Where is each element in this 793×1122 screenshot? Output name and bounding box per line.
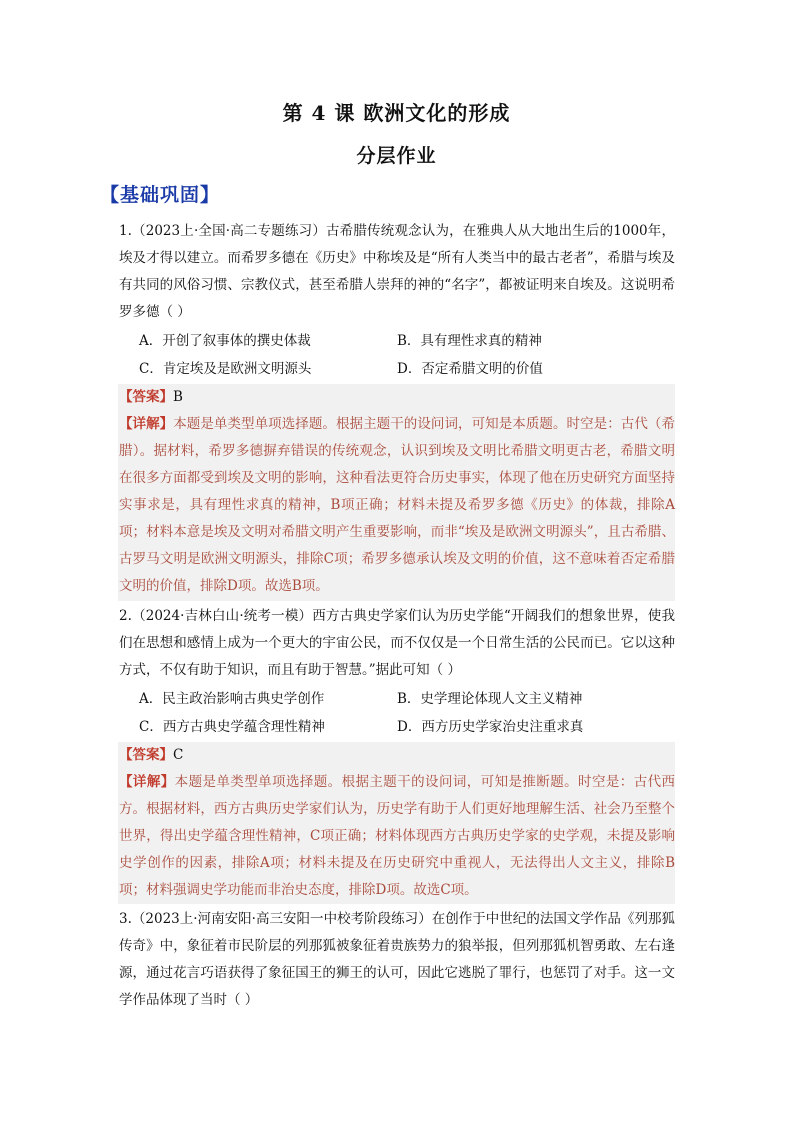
question-1-explanation [118,411,675,600]
question-2-answer [118,742,675,769]
question-3-stem: 3.（2023上·河南安阳·高三安阳一中校考阶段练习）在创作于中世纪的法国文学作品《列那狐传奇》中，象征着市民阶层的列那狐被象征着贵族势力的狼举报，但列那狐机智勇敢、左右逢源，通过花言巧语获得了象征国王的狮王的认可，因此它逃脱了罪行，也惩罚了对手。这一文学作品体现了当时（ ） [119,911,675,1008]
lesson-subtitle: 分层作业 [356,145,437,167]
explain-tag: 【详解】 [119,774,175,790]
question-1-option-d: D．否定希腊文明的价值 [397,361,543,377]
answer-tag: 【答案】 [119,747,173,763]
question-1-answer [118,384,675,411]
lesson-title: 第 4 课 欧洲文化的形成 [282,101,511,125]
question-2-option-c: C．西方古典史学蕴含理性精神 [139,719,325,735]
question-1-stem: 1.（2023上·全国·高二专题练习）古希腊传统观念认为，在雅典人从大地出生后的1000年，埃及才得以建立。而希罗多德在《历史》中称埃及是“所有人类当中的最古老者”，希腊与埃及有共同的风俗习惯、宗教仪式，甚至希腊人崇拜的神的“名字”，都被证明来自埃及。这说明希罗多德（ ） [119,223,675,320]
question-1-answer-block [118,384,675,601]
question-2-explanation [118,769,675,904]
question-2-option-a: A．民主政治影响古典史学创作 [139,691,325,707]
question-1-option-a: A．开创了叙事体的撰史体裁 [139,333,311,349]
question-2-option-d: D．西方历史学家治史注重求真 [397,719,584,735]
explain-text: 本题是单类型单项选择题。根据主题干的设问词，可知是推断题。时空是：古代西方。根据材料，西方古典历史学家们认为，历史学有助于人们更好地理解生活、社会乃至整个世界，得出史学蕴含理性精神，C项正确；材料体现西方古典历史学家的史学观，未提及影响史学创作的因素，排除A项；材料未提及在历史研究中重视人，无法得出人文主义，排除B项；材料强调史学功能而非治史态度，排除D项。故选C项。 [119,774,676,898]
question-2-option-b: B．史学理论体现人文主义精神 [397,691,583,707]
explain-tag: 【详解】 [119,416,174,432]
question-1-option-b: B．具有理性求真的精神 [397,333,542,349]
explain-text: 本题是单类型单项选择题。根据主题干的设问词，可知是本质题。时空是：古代（希腊）。据材料，希罗多德摒弃错误的传统观念，认识到埃及文明比希腊文明更古老，希腊文明在很多方面都受到埃及文明的影响，这种看法更符合历史事实，体现了他在历史研究方面坚持实事求是，具有理性求真的精神，B项正确；材料未提及希罗多德《历史》的体裁，排除A项；材料本意是埃及文明对希腊文明产生重要影响，而非“埃及是欧洲文明源头”，且古希腊、古罗马文明是欧洲文明源头，排除C项；希罗多德承认埃及文明的价值，这不意味着否定希腊文明的价值，排除D项。故选B项。 [119,416,675,594]
question-2-answer-block [118,742,675,904]
answer-value: C [173,747,184,763]
answer-value: B [173,389,183,405]
question-1-option-c: C．肯定埃及是欧洲文明源头 [139,361,312,377]
answer-tag: 【答案】 [119,389,173,405]
section-heading: 【基础巩固】 [100,184,221,206]
question-2-stem: 2.（2024·吉林白山·统考一模）西方古典史学家们认为历史学能“开阔我们的想象世界，使我们在思想和感情上成为一个更大的宇宙公民，而不仅仅是一个日常生活的公民而已。它以这种方式，不仅有助于知识，而且有助于智慧。”据此可知（ ） [119,608,675,678]
